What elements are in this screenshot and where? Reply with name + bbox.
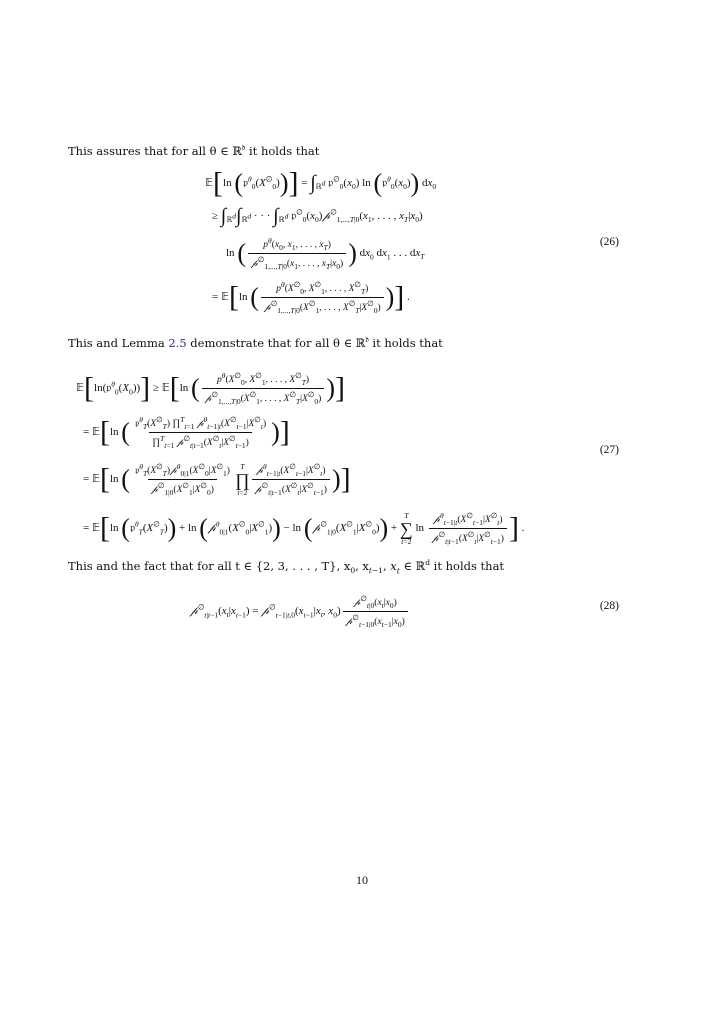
paragraph-intro-28: This and the fact that for all t ∈ {2, 3, . . . , T}, $x_0$, $x_{t-1}$, $x_t$ ∈ ℝ$^d$ it holds that bbox=[68, 558, 505, 576]
lemma-link[interactable]: 2.5 bbox=[168, 335, 187, 350]
intro-text: This assures that for all θ ∈ ℝ bbox=[68, 143, 242, 158]
paragraph-intro-26 bbox=[68, 141, 319, 158]
intro2-sup: 𝔡 bbox=[365, 335, 369, 344]
eq26-line1: 𝔼[ln $(𝔭^\theta_0(X^\emptyset_0))] = \int_{ℝ^d}$ $𝔭^\emptyset_0(x_0)$ $\ln (𝔭^\theta_0(x_0))$ $dx_0$ bbox=[205, 166, 437, 200]
intro-tail: it holds that bbox=[245, 143, 320, 158]
eq27-line4: = 𝔼[ln $(𝔭^\theta_T(X^\emptyset_T)) + \ln$ $(𝓅^\theta_{0|1}(X^\emptyset_0|X^\emptyset_1)) - \ln$ $(𝓅^\emptyset_{1|0}(X^\emptyset_1|X^\emptyset_0))$ + T ∑ t=2 ln $\frac{𝓅^\theta_{t-1|t}(X^\emptyset_{t-1}|X^\emptyset_t)}{𝓅^\emptyset_{t|t-1}(X^\emptyset_t|X^\emptyset_{t-1})}$ ] . bbox=[83, 510, 525, 547]
eq27-line2: = 𝔼[ln ( $\frac{𝔭^\theta_T(X^\emptyset_T) \prod^T_{t=1} 𝓅^\theta_{t-1|t}(X^\emptyset_{t-1}|X^\emptyset_t)}{\prod^T_{t=1} 𝓅^\emptyset_{t|t-1}(X^\emptyset_t|X^\emptyset_{t-1})}$ )] bbox=[83, 415, 290, 451]
eq27-number: (27) bbox=[599, 444, 619, 456]
eq28-number: (28) bbox=[599, 600, 619, 612]
page-number: 10 bbox=[356, 873, 368, 887]
intro3-mid: , x bbox=[355, 558, 369, 573]
intro3-text: This and the fact that for all t ∈ {2, 3, . . . , T}, x bbox=[68, 558, 351, 573]
eq27-line3: = 𝔼[ln ( $\frac{𝔭^\theta_T(X^\emptyset_T)𝓅^\theta_{0|1}(X^\emptyset_0|X^\emptyset_1)}{𝓅^\emptyset_{1|0}(X^\emptyset_1|X^\emptyset_0)}$ T ∏ t=2 $\frac{𝓅^\theta_{t-1|t}(X^\emptyset_{t-1}|X^\emptyset_t)}{𝓅^\emptyset_{t|t-1}(X^\emptyset_t|X^\emptyset_{t-1})}$ )] bbox=[83, 461, 351, 498]
eq27-line1: $𝔼[\ln(𝔭^\theta_0(X_0))]$ ≥ 𝔼[ln ( $\frac{p^\theta(X^\emptyset_0, X^\emptyset_1, . . . , X^\emptyset_T)}{𝓅^\emptyset_{1,...,T|0}(X^\emptyset_1, . . . , X^\emptyset_T|X^\emptyset_0)}$ )] bbox=[76, 371, 346, 407]
intro2-post: demonstrate that for all θ ∈ ℝ bbox=[186, 335, 366, 350]
intro3-end: it holds that bbox=[430, 558, 505, 573]
intro3-sup: d bbox=[425, 558, 431, 567]
eq26-line2: ≥ $\int_{ℝ^d}\int_{ℝ^d}$ · · · $\int_{ℝ^d}$ $𝔭^\emptyset_0(x_0)𝓅^\emptyset_{1,...,T|0}(x_1$, . . . , $x_T|x_0$) bbox=[212, 205, 423, 227]
eq26-number: (26) bbox=[599, 236, 619, 248]
intro2-tail: it holds that bbox=[368, 335, 443, 350]
eq26-line4: = 𝔼[ln ( $\frac{p^\theta(X^\emptyset_0, X^\emptyset_1, . . . , X^\emptyset_T)}{𝓅^\emptyset_{1,...,T|0}(X^\emptyset_1, . . . , X^\emptyset_T|X^\emptyset_0)}$ )] . bbox=[212, 280, 410, 316]
intro2-text: This and Lemma bbox=[68, 335, 169, 350]
paragraph-intro-27 bbox=[68, 333, 443, 350]
eq26-line3: ln ( $\frac{p^\theta(x_0, x_1, . . . , x_T)}{𝓅^\emptyset_{1,...,T|0}(x_1, . . . , x_T|x_0)}$ ) $dx_0$ $dx_1$ . . . $dx_T$ bbox=[226, 236, 425, 272]
intro3-tail: ∈ ℝ bbox=[399, 558, 426, 573]
intro-sup: 𝔡 bbox=[241, 143, 246, 152]
eq28-line: $𝓅^\emptyset_{t|t-1}(x_t|x_{t-1})$ = $𝓅^\emptyset_{t-1|t,0}(x_{t-1}|x_t$, $x_0$) $\frac{𝓅^\emptyset_{t|0}(x_t|x_0)}{𝓅^\emptyset_{t-1|0}(x_{t-1}|x_0)}$ bbox=[190, 594, 410, 629]
